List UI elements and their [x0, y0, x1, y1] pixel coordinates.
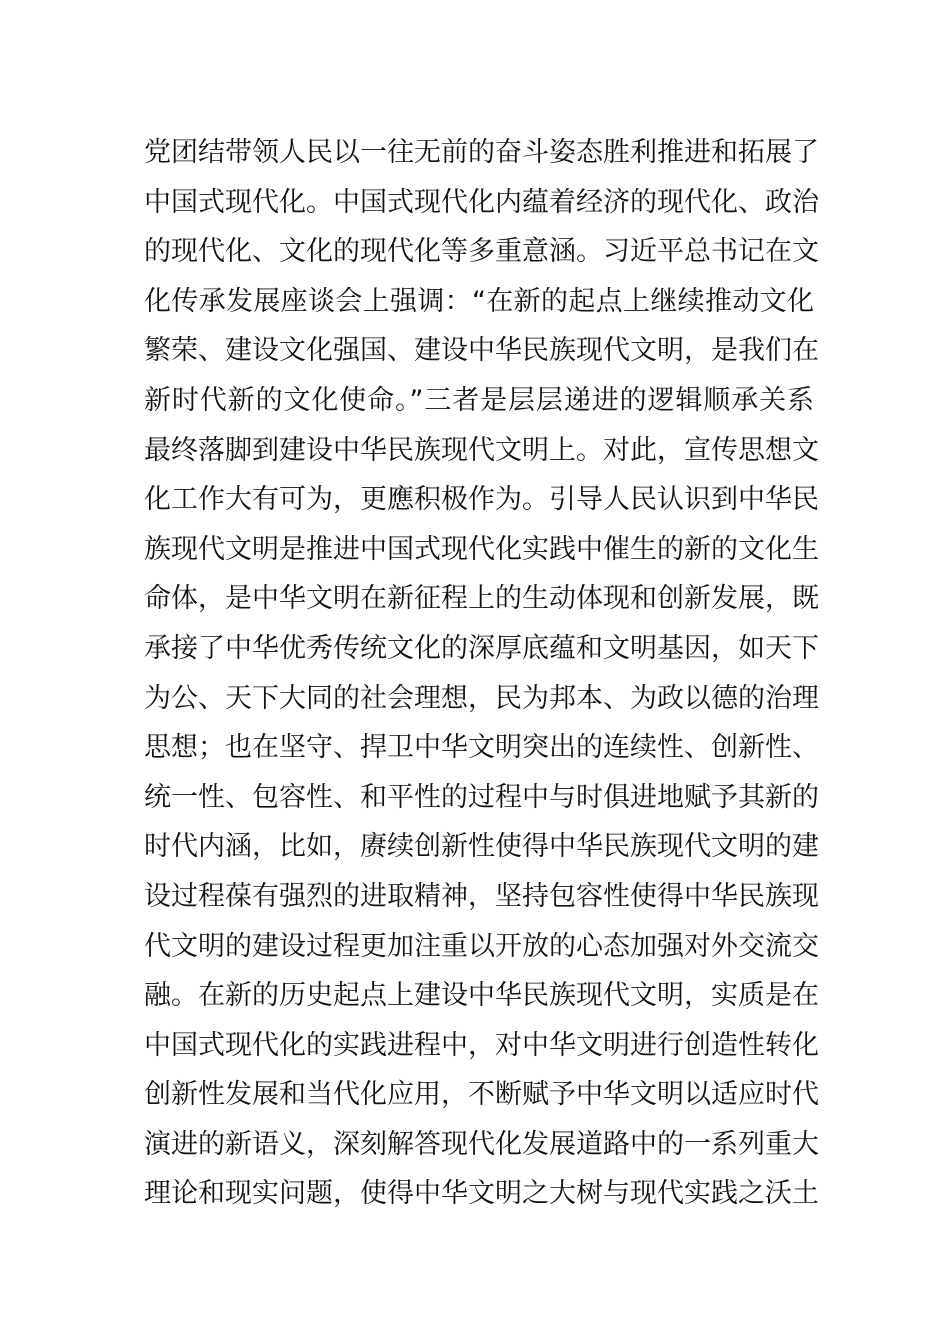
text-line: 化传承发展座谈会上强调：“在新的起点上继续推动文化 — [144, 285, 814, 317]
text-line: 中国式现代化。中国式现代化内蕴着经济的现代化、政治 — [144, 186, 819, 218]
text-line: 思想；也在坚守、捍卫中华文明突出的连续性、创新性、 — [144, 732, 819, 764]
text-line: 创新性发展和当代化应用，不断赋予中华文明以适应时代 — [144, 1079, 819, 1111]
text-line: 融。在新的历史起点上建设中华民族现代文明，实质是在 — [144, 980, 819, 1012]
text-line: 族现代文明是推进中国式现代化实践中催生的新的文化生 — [144, 533, 819, 565]
text-line: 党团结带领人民以一往无前的奋斗姿态胜利推进和拓展了 — [144, 137, 819, 168]
text-line: 统一性、包容性、和平性的过程中与时俱进地赋予其新的 — [144, 781, 819, 813]
text-line: 最终落脚到建设中华民族现代文明上。对此，宣传思想文 — [144, 434, 819, 466]
text-line: 化工作大有可为，更應积极作为。引导人民认识到中华民 — [144, 484, 819, 516]
text-line: 新时代新的文化使命。”三者是层层递进的逻辑顺承关系 — [144, 384, 814, 416]
text-line: 演进的新语义，深刻解答现代化发展道路中的一系列重大 — [144, 1128, 819, 1160]
text-line: 承接了中华优秀传统文化的深厚底蕴和文明基因，如天下 — [144, 632, 819, 664]
text-line: 的现代化、文化的现代化等多重意涵。习近平总书记在文 — [144, 236, 819, 268]
text-line: 理论和现实问题，使得中华文明之大树与现代实践之沃土 — [144, 1178, 819, 1210]
text-line: 代文明的建设过程更加注重以开放的心态加强对外交流交 — [144, 930, 819, 962]
text-line: 时代内涵，比如，赓续创新性使得中华民族现代文明的建 — [144, 831, 819, 863]
text-line: 繁荣、建设文化强国、建设中华民族现代文明，是我们在 — [144, 335, 819, 367]
text-line: 为公、天下大同的社会理想，民为邦本、为政以德的治理 — [144, 682, 819, 714]
body-paragraph — [144, 128, 819, 1219]
text-line: 命体，是中华文明在新征程上的生动体现和创新发展，既 — [144, 583, 819, 615]
text-line: 设过程葆有强烈的进取精神，坚持包容性使得中华民族现 — [144, 880, 819, 912]
text-line: 中国式现代化的实践进程中，对中华文明进行创造性转化 — [144, 1029, 819, 1061]
